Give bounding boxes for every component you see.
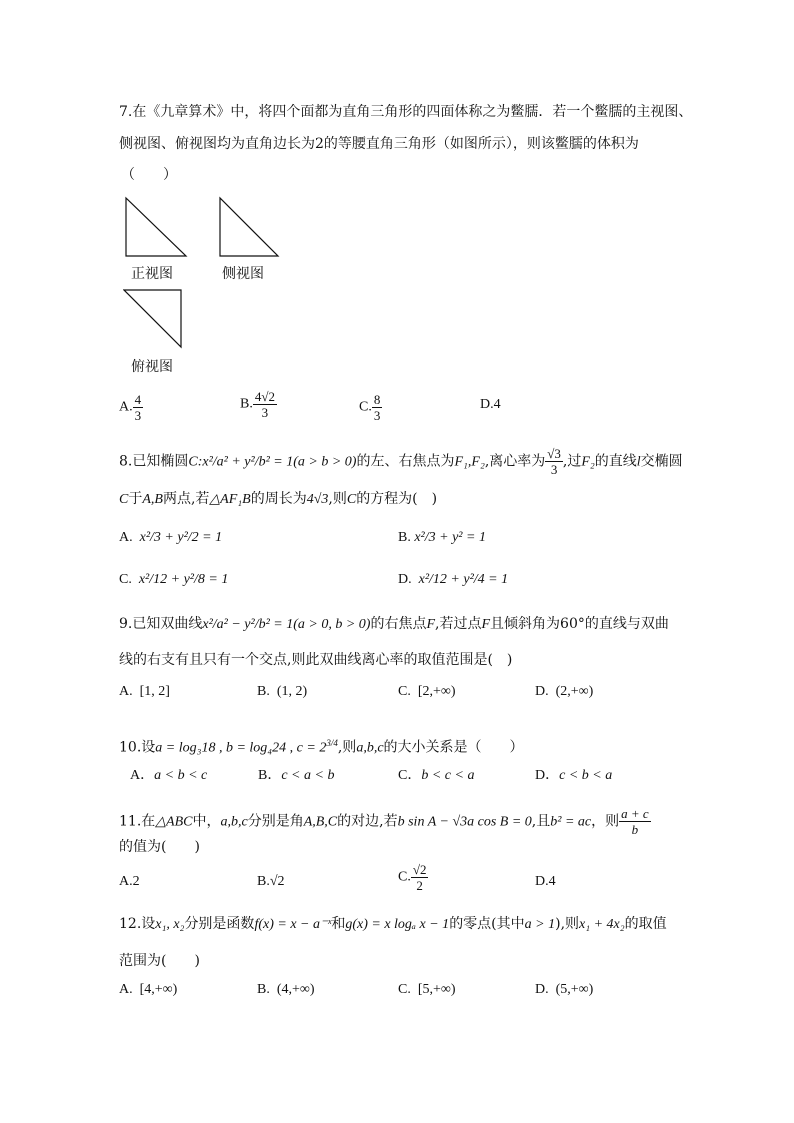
front-view-triangle: [124, 196, 188, 258]
side-view-label: 侧视图: [222, 266, 264, 282]
side-view-triangle: [218, 196, 280, 258]
q11-option-b: B.√2: [257, 874, 285, 889]
q9-option-c: C. [2,+∞): [398, 684, 456, 699]
ellipse-equation: x²/a² + y²/b² = 1(a > b > 0): [202, 454, 357, 470]
q8-option-d: D. x²/12 + y²/4 = 1: [398, 572, 509, 587]
q11-option-a: A.2: [119, 874, 140, 889]
q12-option-d: D. (5,+∞): [535, 982, 594, 997]
q9-option-a: A. [1, 2]: [119, 684, 170, 699]
q8-option-b: B. x²/3 + y² = 1: [398, 530, 486, 545]
top-view-label: 俯视图: [131, 359, 173, 375]
q10-option-a: A．a < b < c: [130, 768, 208, 783]
q9-option-b: B. (1, 2): [257, 684, 308, 699]
q12-line2: 范围为( ): [119, 953, 200, 969]
top-view-triangle: [123, 289, 183, 349]
q7-option-d: D.4: [480, 397, 501, 412]
q12-line1: 12.设x₁, x₂分别是函数f(x) = x − a⁻ˣ和g(x) = x logₐ x − 1的零点(其中a > 1),则x₁ + 4x₂的取值: [119, 916, 667, 932]
q10-option-c: C．b < c < a: [398, 768, 475, 783]
q12-option-a: A. [4,+∞): [119, 982, 178, 997]
q11-option-c: C. $\frac{√2}{2}$: [398, 862, 427, 893]
front-view-label: 正视图: [131, 266, 173, 282]
q8-option-a: A. x²/3 + y²/2 = 1: [119, 530, 223, 545]
q11-option-d: D.4: [535, 874, 556, 889]
q7-option-a: A. $\frac{4}{3}$: [119, 392, 142, 423]
q10-option-b: B．c < a < b: [258, 768, 335, 783]
q7-line1: 7.在《九章算术》中，将四个面都为直角三角形的四面体称之为鳖臑．若一个鳖臑的主视图、: [119, 104, 693, 120]
q9-line1: 9.已知双曲线x²/a² − y²/b² = 1(a > 0, b > 0)的右焦点F,若过点F且倾斜角为60°的直线与双曲: [119, 616, 669, 632]
q7-line2: 侧视图、俯视图均为直角边长为2的等腰直角三角形（如图所示），则该鳖臑的体积为: [119, 136, 639, 152]
q12-option-b: B. (4,+∞): [257, 982, 315, 997]
q9-line2: 线的右支有且只有一个交点,则此双曲线离心率的取值范围是( ): [119, 652, 513, 668]
hyperbola-equation: x²/a² − y²/b² = 1(a > 0, b > 0): [202, 617, 371, 632]
q9-option-d: D. (2,+∞): [535, 684, 594, 699]
q10-line1: 10.设a = log₃18 , b = log₄24 , $c = 2^{3/4}$,则a,b,c的大小关系是（ ）: [119, 738, 524, 756]
q7-option-b: B. $\frac{4√2}{3}$: [240, 389, 275, 420]
q11-line2: 的值为( ): [119, 839, 200, 855]
q8-line2: C于A,B两点,若△AF₁B的周长为4√3,则C的方程为( ): [119, 491, 438, 507]
q8-option-c: C. x²/12 + y²/8 = 1: [119, 572, 229, 587]
q11-line1: 11.在△ABC中，a,b,c分别是角A,B,C的对边,若b sin A − √3a cos B = 0,且b² = ac，则 $\frac{a + c}{b}$: [119, 806, 649, 837]
q7-option-c: C. $\frac{8}{3}$: [359, 392, 381, 423]
q7-answer-paren: （ ）: [121, 167, 177, 183]
q12-option-c: C. [5,+∞): [398, 982, 456, 997]
q8-line1: 8.已知椭圆C:x²/a² + y²/b² = 1(a > b > 0)的左、右焦点为F₁,F₂,离心率为 $\frac{√3}{3}$ ,过F₂的直线l交椭圆: [119, 446, 683, 477]
q10-option-d: D．c < b < a: [535, 768, 613, 783]
